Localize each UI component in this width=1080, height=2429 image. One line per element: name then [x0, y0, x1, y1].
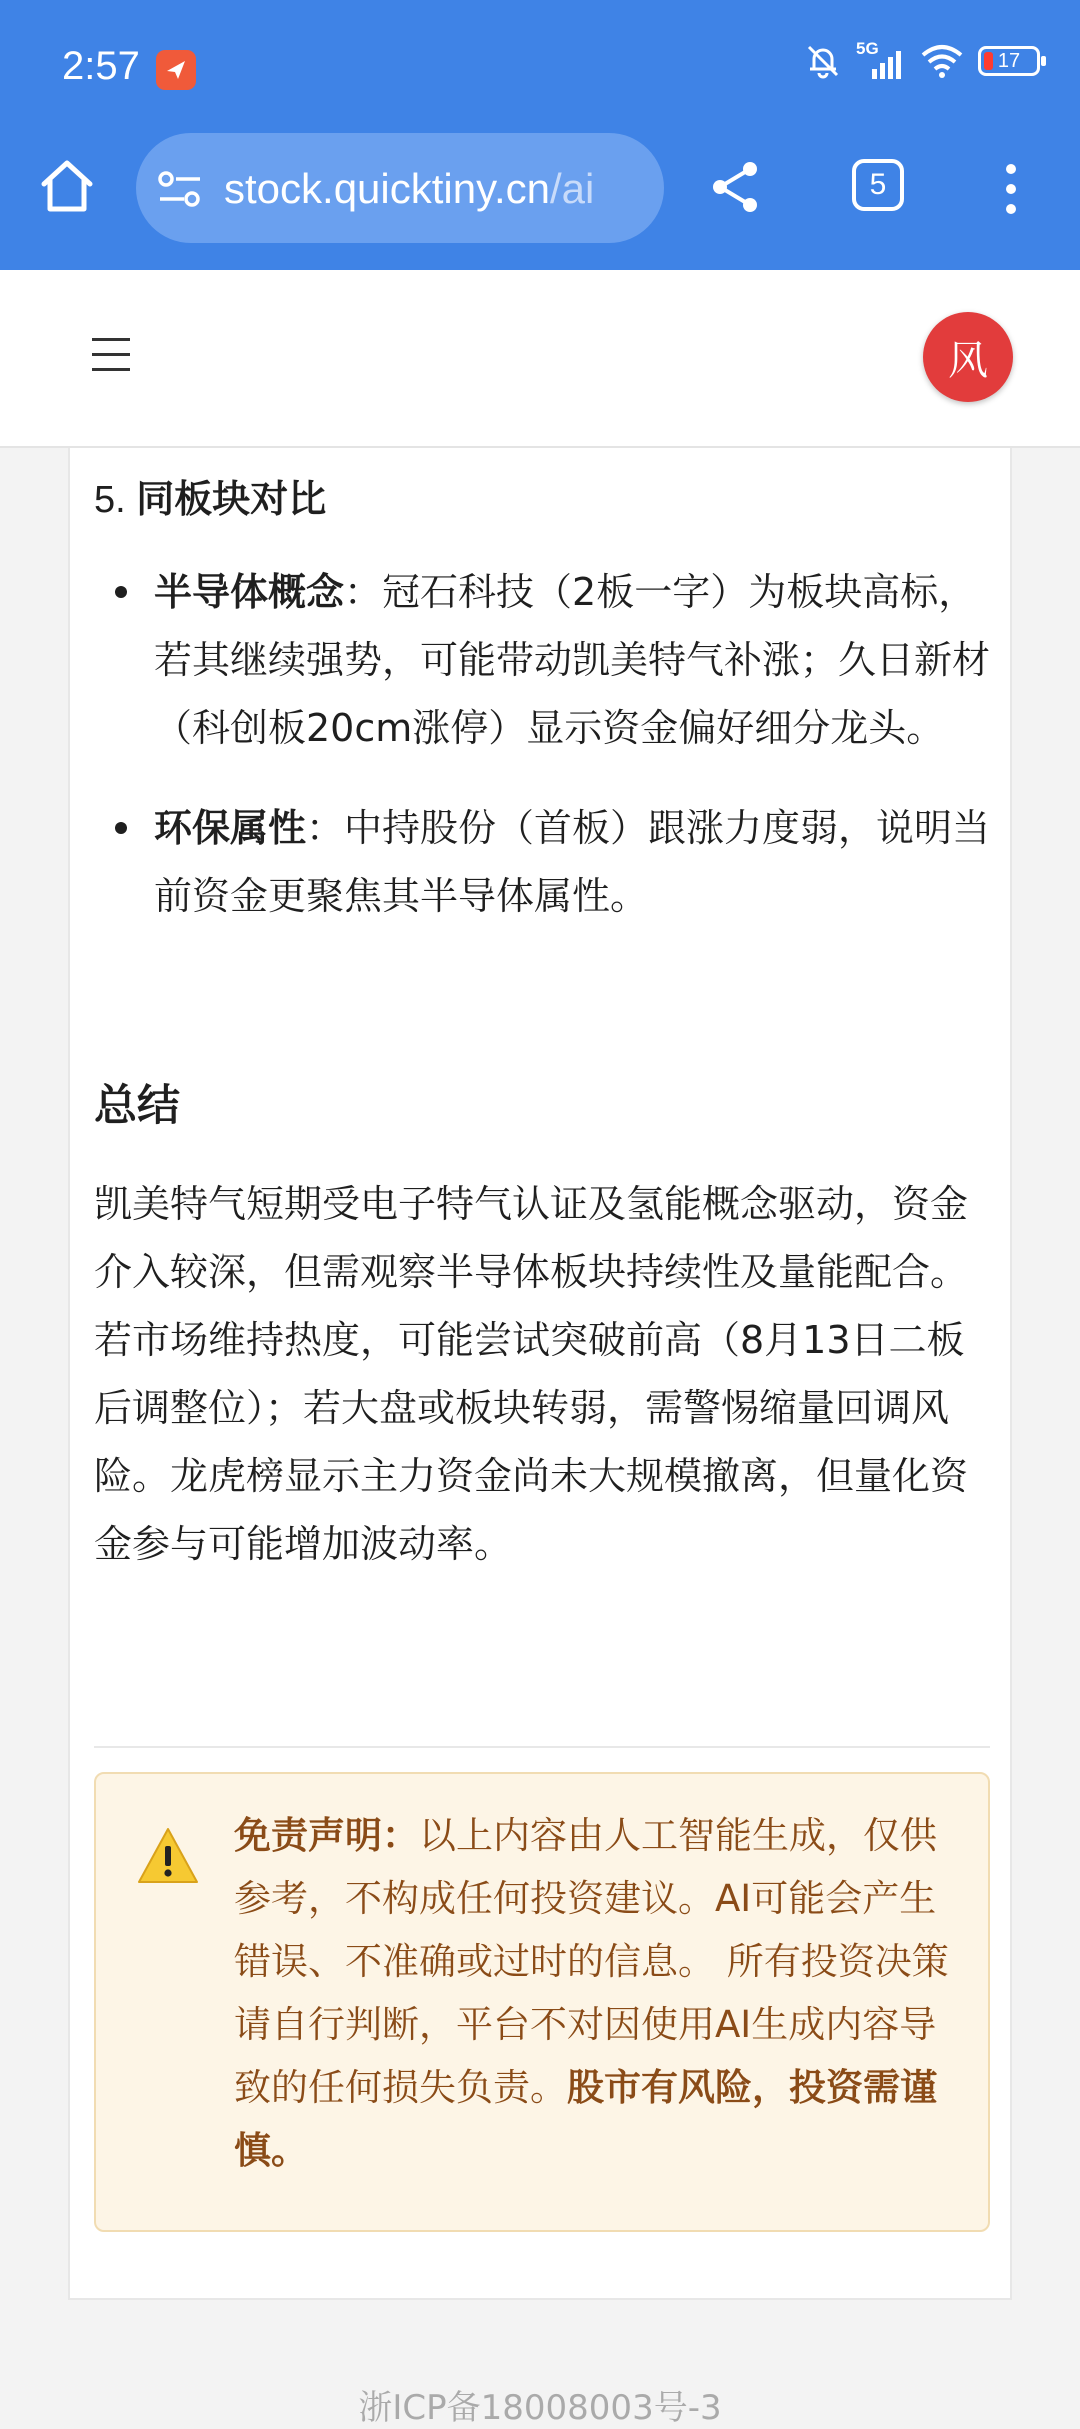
list-item-text: ：中持股份（首板）跟涨力度弱，说明当前资金更聚焦其半导体属性。 — [154, 806, 991, 918]
url-host: stock.quicktiny.cn — [224, 165, 551, 212]
warning-icon — [136, 1824, 200, 1888]
disclaimer-label: 免责声明： — [234, 1814, 419, 1857]
status-time: 2:57 — [62, 44, 140, 88]
divider — [94, 1746, 990, 1748]
battery-level: 17 — [997, 50, 1021, 72]
disclaimer-text — [234, 1804, 954, 2182]
url-path: /ai — [550, 165, 595, 212]
site-header — [0, 270, 1080, 448]
icp-footer: 浙ICP备18008003号-3 — [358, 2388, 722, 2428]
share-button[interactable] — [706, 157, 766, 217]
browser-toolbar — [0, 125, 1080, 270]
more-vertical-icon — [996, 161, 1026, 217]
app-notification-icon — [156, 50, 196, 90]
signal-indicator — [856, 39, 906, 79]
site-settings-icon[interactable] — [158, 169, 202, 209]
share-icon — [706, 157, 766, 217]
wifi-icon — [920, 43, 964, 79]
user-avatar[interactable]: 风 — [923, 312, 1013, 402]
section-number: 5. — [94, 479, 126, 521]
section-title: 同板块对比 — [136, 479, 327, 521]
list-item-text: ：冠石科技（2板一字）为板块高标，若其继续强势，可能带动凯美特气补涨；久日新材（科创板20cm涨停）显示资金偏好细分龙头。 — [154, 570, 991, 750]
disclaimer-emphasis: 股市有风险，投资需谨慎。 — [234, 2066, 937, 2172]
status-icons — [804, 39, 1040, 80]
list-item — [94, 558, 994, 762]
summary-heading: 总结 — [94, 1081, 180, 1131]
more-menu-button[interactable] — [996, 161, 1026, 217]
list-item — [94, 794, 994, 930]
address-bar[interactable] — [136, 133, 664, 243]
signal-icon — [870, 49, 906, 79]
list-item-label: 半导体概念 — [154, 570, 345, 614]
list-item-label: 环保属性 — [154, 806, 307, 850]
home-icon — [36, 155, 98, 217]
disclaimer-body: 以上内容由人工智能生成，仅供参考，不构成任何投资建议。AI可能会产生错误、不准确或过时的信息。 所有投资决策请自行判断，平台不对因使用AI生成内容导致的任何损失负责。 — [234, 1814, 949, 2109]
tab-switcher-button[interactable]: 5 — [852, 159, 904, 211]
home-button[interactable] — [36, 155, 98, 217]
battery-icon — [978, 46, 1040, 76]
status-bar — [0, 0, 1080, 125]
summary-paragraph: 凯美特气短期受电子特气认证及氢能概念驱动，资金介入较深，但需观察半导体板块持续性及量能配合。若市场维持热度，可能尝试突破前高（8月13日二板后调整位）；若大盘或板块转弱，需警惕缩量回调风险。龙虎榜显示主力资金尚未大规模撤离，但量化资金参与可能增加波动率。 — [94, 1182, 969, 1566]
section-heading — [94, 468, 326, 523]
network-type: 5G — [856, 39, 879, 58]
menu-icon[interactable] — [92, 338, 130, 372]
article-card — [68, 448, 1012, 2300]
mute-bell-icon — [804, 42, 842, 80]
url-text[interactable] — [224, 165, 594, 213]
comparison-list — [94, 558, 994, 962]
disclaimer-box — [94, 1772, 990, 2232]
